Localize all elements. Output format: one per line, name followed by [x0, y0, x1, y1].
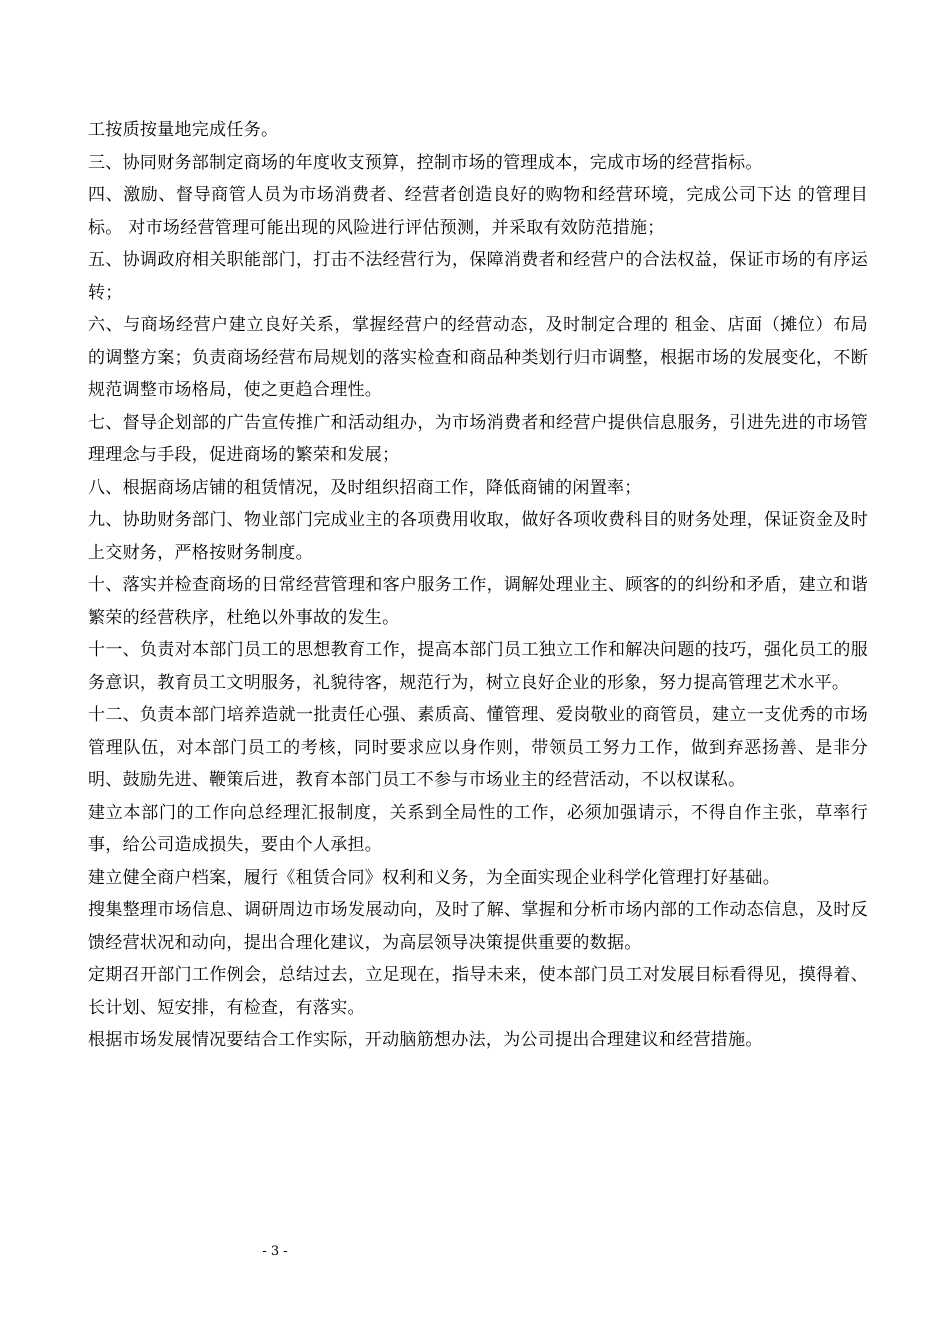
- document-body: [88, 114, 868, 1057]
- paragraph: 十一、负责对本部门员工的思想教育工作，提高本部门员工独立工作和解决问题的技巧，强化员工的服务意识，教育员工文明服务，礼貌待客，规范行为，树立良好企业的形象，努力提高管理艺术水平。: [88, 640, 868, 693]
- paragraph: 工按质按量地完成任务。: [88, 120, 279, 140]
- paragraph: 五、协调政府相关职能部门，打击不法经营行为，保障消费者和经营户的合法权益，保证市场的有序运转；: [88, 250, 868, 303]
- paragraph: 七、督导企划部的广告宣传推广和活动组办，为市场消费者和经营户提供信息服务，引进先进的市场管理理念与手段，促进商场的繁荣和发展；: [88, 412, 868, 465]
- paragraph: 建立健全商户档案，履行《租赁合同》权利和义务，为全面实现企业科学化管理打好基础。: [88, 867, 780, 888]
- paragraph: 搜集整理市场信息、调研周边市场发展动向，及时了解、掌握和分析市场内部的工作动态信息，及时反馈经营状况和动向，提出合理化建议，为高层领导决策提供重要的数据。: [88, 900, 868, 953]
- paragraph: 定期召开部门工作例会，总结过去，立足现在，指导未来，使本部门员工对发展目标看得见，摸得着、长计划、短安排，有检查，有落实。: [88, 965, 868, 1018]
- paragraph: 根据市场发展情况要结合工作实际，开动脑筋想办法，为公司提出合理建议和经营措施。: [88, 1030, 763, 1050]
- paragraph: 三、协同财务部制定商场的年度收支预算，控制市场的管理成本，完成市场的经营指标。: [88, 152, 763, 173]
- paragraph: 十、落实并检查商场的日常经营管理和客户服务工作，调解处理业主、顾客的的纠纷和矛盾，建立和谐繁荣的经营秩序，杜绝以外事故的发生。: [88, 575, 868, 628]
- paragraph: 十二、负责本部门培养造就一批责任心强、素质高、懂管理、爱岗敬业的商管员，建立一支优秀的市场管理队伍，对本部门员工的考核，同时要求应以身作则，带领员工努力工作，做到弃恶扬善、是非分明、鼓励先进、鞭策后进，教育本部门员工不参与市场业主的经营活动，不以权谋私。: [88, 705, 868, 790]
- paragraph: 九、协助财务部门、物业部门完成业主的各项费用收取，做好各项收费科目的财务处理，保证资金及时上交财务，严格按财务制度。: [88, 510, 868, 563]
- paragraph: 八、根据商场店铺的租赁情况，及时组织招商工作，降低商铺的闲置率；: [88, 477, 642, 498]
- paragraph: 建立本部门的工作向总经理汇报制度，关系到全局性的工作，必须加强请示，不得自作主张，草率行事，给公司造成损失，要由个人承担。: [88, 802, 868, 855]
- paragraph: 六、与商场经营户建立良好关系，掌握经营户的经营动态，及时制定合理的 租金、店面（摊位）布局的调整方案；负责商场经营布局规划的落实检查和商品种类划行归市调整，根据市场的发展变化，不断规范调整市场格局，使之更趋合理性。: [88, 315, 868, 400]
- page-number: - 3 -: [262, 1244, 288, 1259]
- paragraph: 四、激励、督导商管人员为市场消费者、经营者创造良好的购物和经营环境，完成公司下达 的管理目标。 对市场经营管理可能出现的风险进行评估预测，并采取有效防范措施；: [88, 185, 868, 238]
